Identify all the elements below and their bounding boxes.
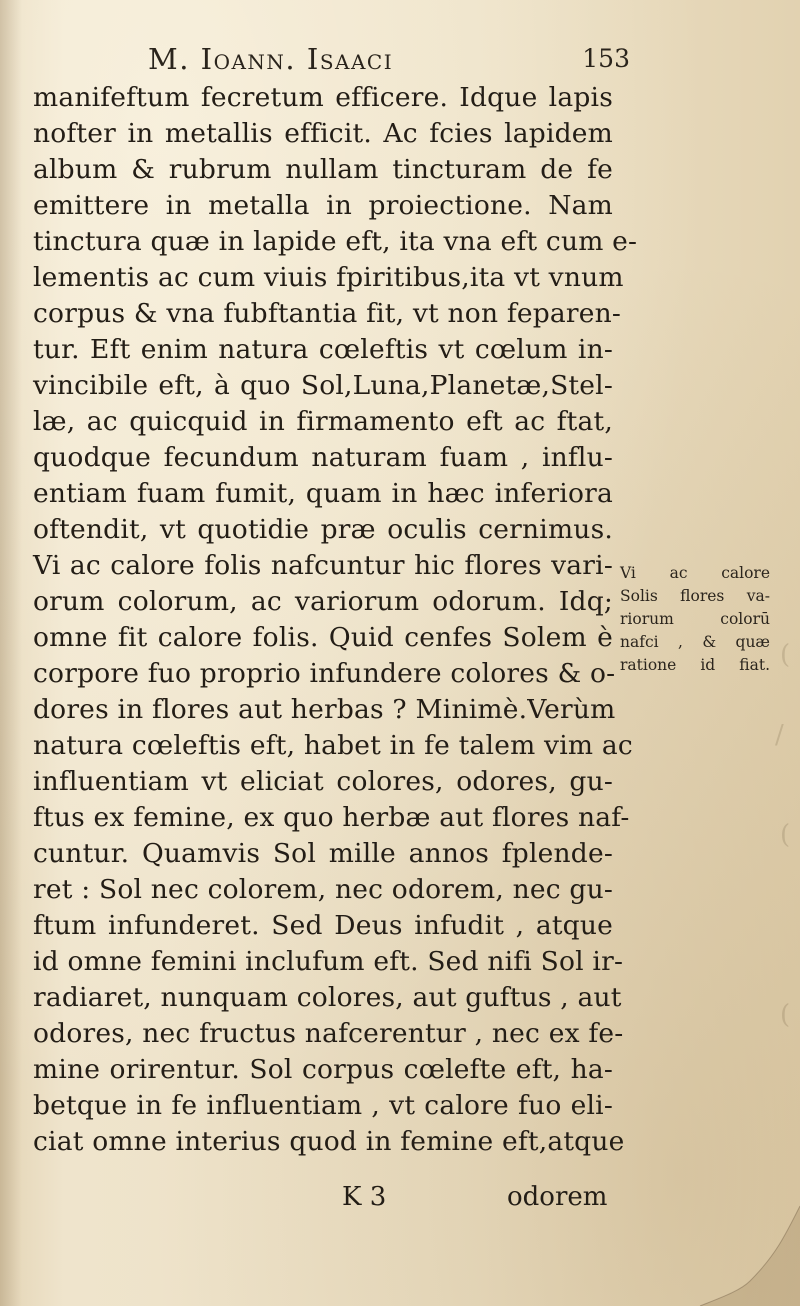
text-line: orum colorum, ac variorum odorum. Idq; (33, 586, 613, 617)
text-line: ftus ex femine, ex quo herbæ aut flores naf- (33, 802, 630, 833)
text-line: influentiam vt eliciat colores, odores, gu- (33, 766, 613, 797)
text-line: nofter in metallis efficit. Ac fcies lapidem (33, 118, 613, 149)
text-line: entiam fuam fumit, quam in hæc inferiora (33, 478, 613, 509)
show-through-mark: ( (780, 640, 791, 670)
show-through-mark: ( (780, 820, 791, 850)
catchword: odorem (507, 1182, 608, 1212)
text-line: oftendit, vt quotidie præ oculis cernimus. (33, 514, 613, 545)
text-line: tinctura quæ in lapide eft, ita vna eft cum e- (33, 226, 638, 257)
text-line: id omne femini inclufum eft. Sed nifi Sol ir- (33, 946, 624, 977)
text-line: corpore fuo proprio infundere colores & o- (33, 658, 616, 689)
marginal-note-line: Solis flores va- (620, 587, 770, 605)
text-line: dores in flores aut herbas ? Minimè.Verùm (33, 694, 616, 725)
text-line: album & rubrum nullam tincturam de fe (33, 154, 613, 185)
show-through-mark: / (775, 720, 784, 750)
text-line: ret : Sol nec colorem, nec odorem, nec gu- (33, 874, 613, 905)
text-line: Vi ac calore folis nafcuntur hic flores vari- (33, 550, 613, 581)
text-line: natura cœleftis eft, habet in fe talem vim ac (33, 730, 633, 761)
text-line: mine orirentur. Sol corpus cœlefte eft, ha- (33, 1054, 613, 1085)
marginal-note-line: ratione id fiat. (620, 656, 770, 674)
text-line: læ, ac quicquid in firmamento eft ac ftat, (33, 406, 613, 437)
page-header (138, 38, 630, 78)
text-line: ciat omne interius quod in femine eft,atque (33, 1126, 625, 1157)
show-through-mark: ( (780, 1000, 791, 1030)
text-line: omne fit calore folis. Quid cenfes Solem è (33, 622, 613, 653)
page-number: 153 (582, 44, 630, 73)
text-line: emittere in metalla in proiectione. Nam (33, 190, 613, 221)
text-line: ftum infunderet. Sed Deus infudit , atque (33, 910, 613, 941)
marginal-note-line: nafci , & quæ (620, 633, 770, 651)
text-line: manifeftum fecretum efficere. Idque lapis (33, 82, 613, 113)
text-line: odores, nec fructus nafcerentur , nec ex fe- (33, 1018, 624, 1049)
text-line: cuntur. Quamvis Sol mille annos fplende- (33, 838, 613, 869)
text-line: vincibile eft, à quo Sol,Luna,Planetæ,Stel- (33, 370, 613, 401)
text-line: betque in fe influentiam , vt calore fuo eli- (33, 1090, 613, 1121)
body-text (33, 80, 638, 1160)
text-line: tur. Eft enim natura cœleftis vt cœlum in- (33, 334, 613, 365)
gutter-shadow (0, 0, 22, 1306)
text-line: radiaret, nunquam colores, aut guftus , aut (33, 982, 622, 1013)
torn-corner-icon (680, 1196, 800, 1306)
text-line: quodque fecundum naturam fuam , influ- (33, 442, 613, 473)
marginal-note-line: riorum colorū (620, 610, 770, 628)
marginal-note (620, 562, 770, 677)
marginal-note-line: Vi ac calore (620, 564, 770, 582)
text-line: corpus & vna fubftantia fit, vt non feparen- (33, 298, 622, 329)
signature-mark: K 3 (342, 1182, 387, 1212)
text-line: lementis ac cum viuis fpiritibus,ita vt vnum (33, 262, 624, 293)
running-head: M. Ioann. Isaaci (148, 42, 394, 76)
